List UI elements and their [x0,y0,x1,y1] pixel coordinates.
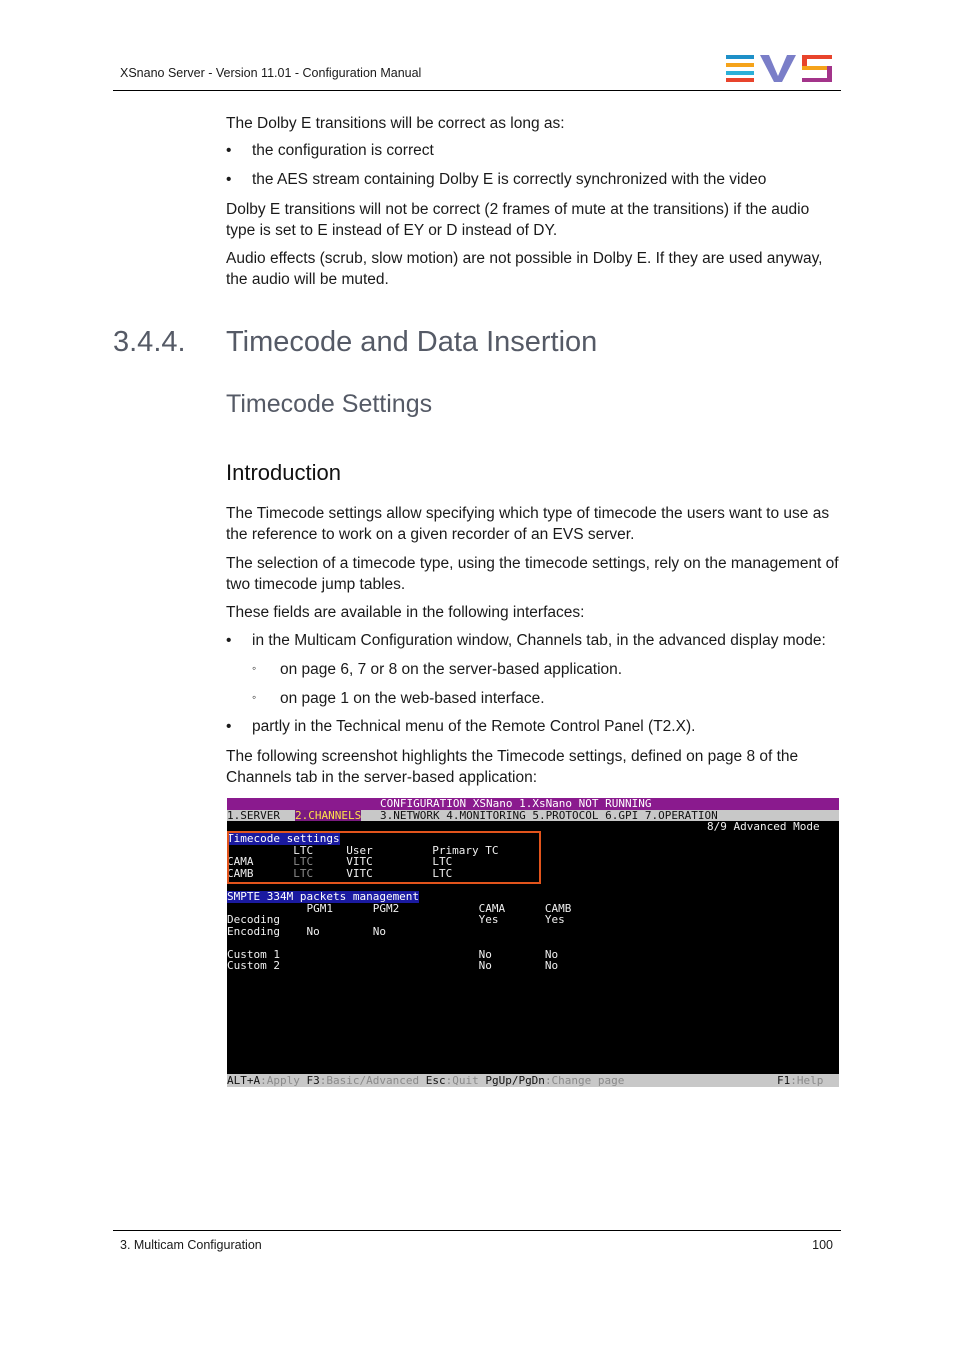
content-paragraph-4: The following screenshot highlights the Timecode settings, defined on page 8 of the Channels tab in the server-based application: [226,748,799,786]
smpte-decoding-row[interactable]: Decoding Yes Yes [227,913,565,926]
content-paragraph-1: The Timecode settings allow specifying which type of timecode the users want to use as the reference to work on a given recorder of an EVS server. [226,505,830,543]
intro-paragraph-2: Dolby E transitions will not be correct (2 frames of mute at the transitions) if the audio type is set to E instead of EY or D instead of DY. [226,201,810,239]
section-heading [113,326,597,359]
bullet-marker: • [226,632,232,649]
terminal-title: CONFIGURATION XSNano 1.XsNano NOT RUNNING [380,798,652,810]
custom-1-row[interactable]: Custom 1 No No [227,947,559,961]
bullet-marker: • [226,718,232,735]
custom-2-row[interactable]: Custom 2 No No [227,959,559,972]
smpte-encoding-row[interactable]: Encoding No No [227,924,386,938]
intro-paragraph-3: Audio effects (scrub, slow motion) are not possible in Dolby E. If they are used anyway, the audio will be muted. [226,250,823,288]
content-paragraph-3: These fields are available in the following interfaces: [226,604,585,621]
subsection-heading: Timecode Settings [226,390,433,418]
footer-rule [113,1230,841,1231]
terminal-tab-channels[interactable]: 2.CHANNELS [295,808,362,822]
section-title: Timecode and Data Insertion [226,326,598,358]
bullet-marker: • [226,171,232,188]
terminal-shortcuts: ALT+A:Apply F3:Basic/Advanced Esc:Quit PgUp/PgDn:Change page [227,1074,625,1087]
header-rule [113,90,841,91]
timecode-columns: LTC User Primary TC [227,843,499,857]
page-number: 100 [812,1238,833,1252]
intro-paragraph-1: The Dolby E transitions will be correct as long as: [226,115,565,132]
timecode-settings-header: Timecode settings [227,832,340,845]
timecode-row-cama: CAMA LTC VITC LTC [227,855,453,868]
sub-bullet-marker: ◦ [252,690,257,704]
subsubsection-heading: Introduction [226,460,341,485]
terminal-tabs-rest[interactable]: 3.NETWORK 4.MONITORING 5.PROTOCOL 6.GPI 7.OPERATION [380,808,718,822]
terminal-page-mode: 8/9 Advanced Mode [707,820,820,833]
content-paragraph-2: The selection of a timecode type, using the timecode settings, rely on the management of two timecode jump tables. [226,555,839,593]
highlight-box [227,831,541,884]
terminal-tab-server[interactable]: 1.SERVER [227,808,280,822]
timecode-row-camb: CAMB LTC VITC LTC [227,866,453,880]
sub-bullet-marker: ◦ [252,661,257,675]
terminal-help: F1:Help [777,1074,824,1087]
running-header-title: XSnano Server - Version 11.01 - Configuration Manual [120,66,422,80]
bullet-marker: • [226,142,232,159]
footer-chapter: 3. Multicam Configuration [120,1238,262,1252]
terminal-screenshot [227,798,839,1087]
evs-logo [726,54,834,82]
smpte-columns: PGM1 PGM2 CAMA CAMB [227,901,572,915]
section-number: 3.4.4. [113,326,186,358]
smpte-header: SMPTE 334M packets management [227,890,420,903]
